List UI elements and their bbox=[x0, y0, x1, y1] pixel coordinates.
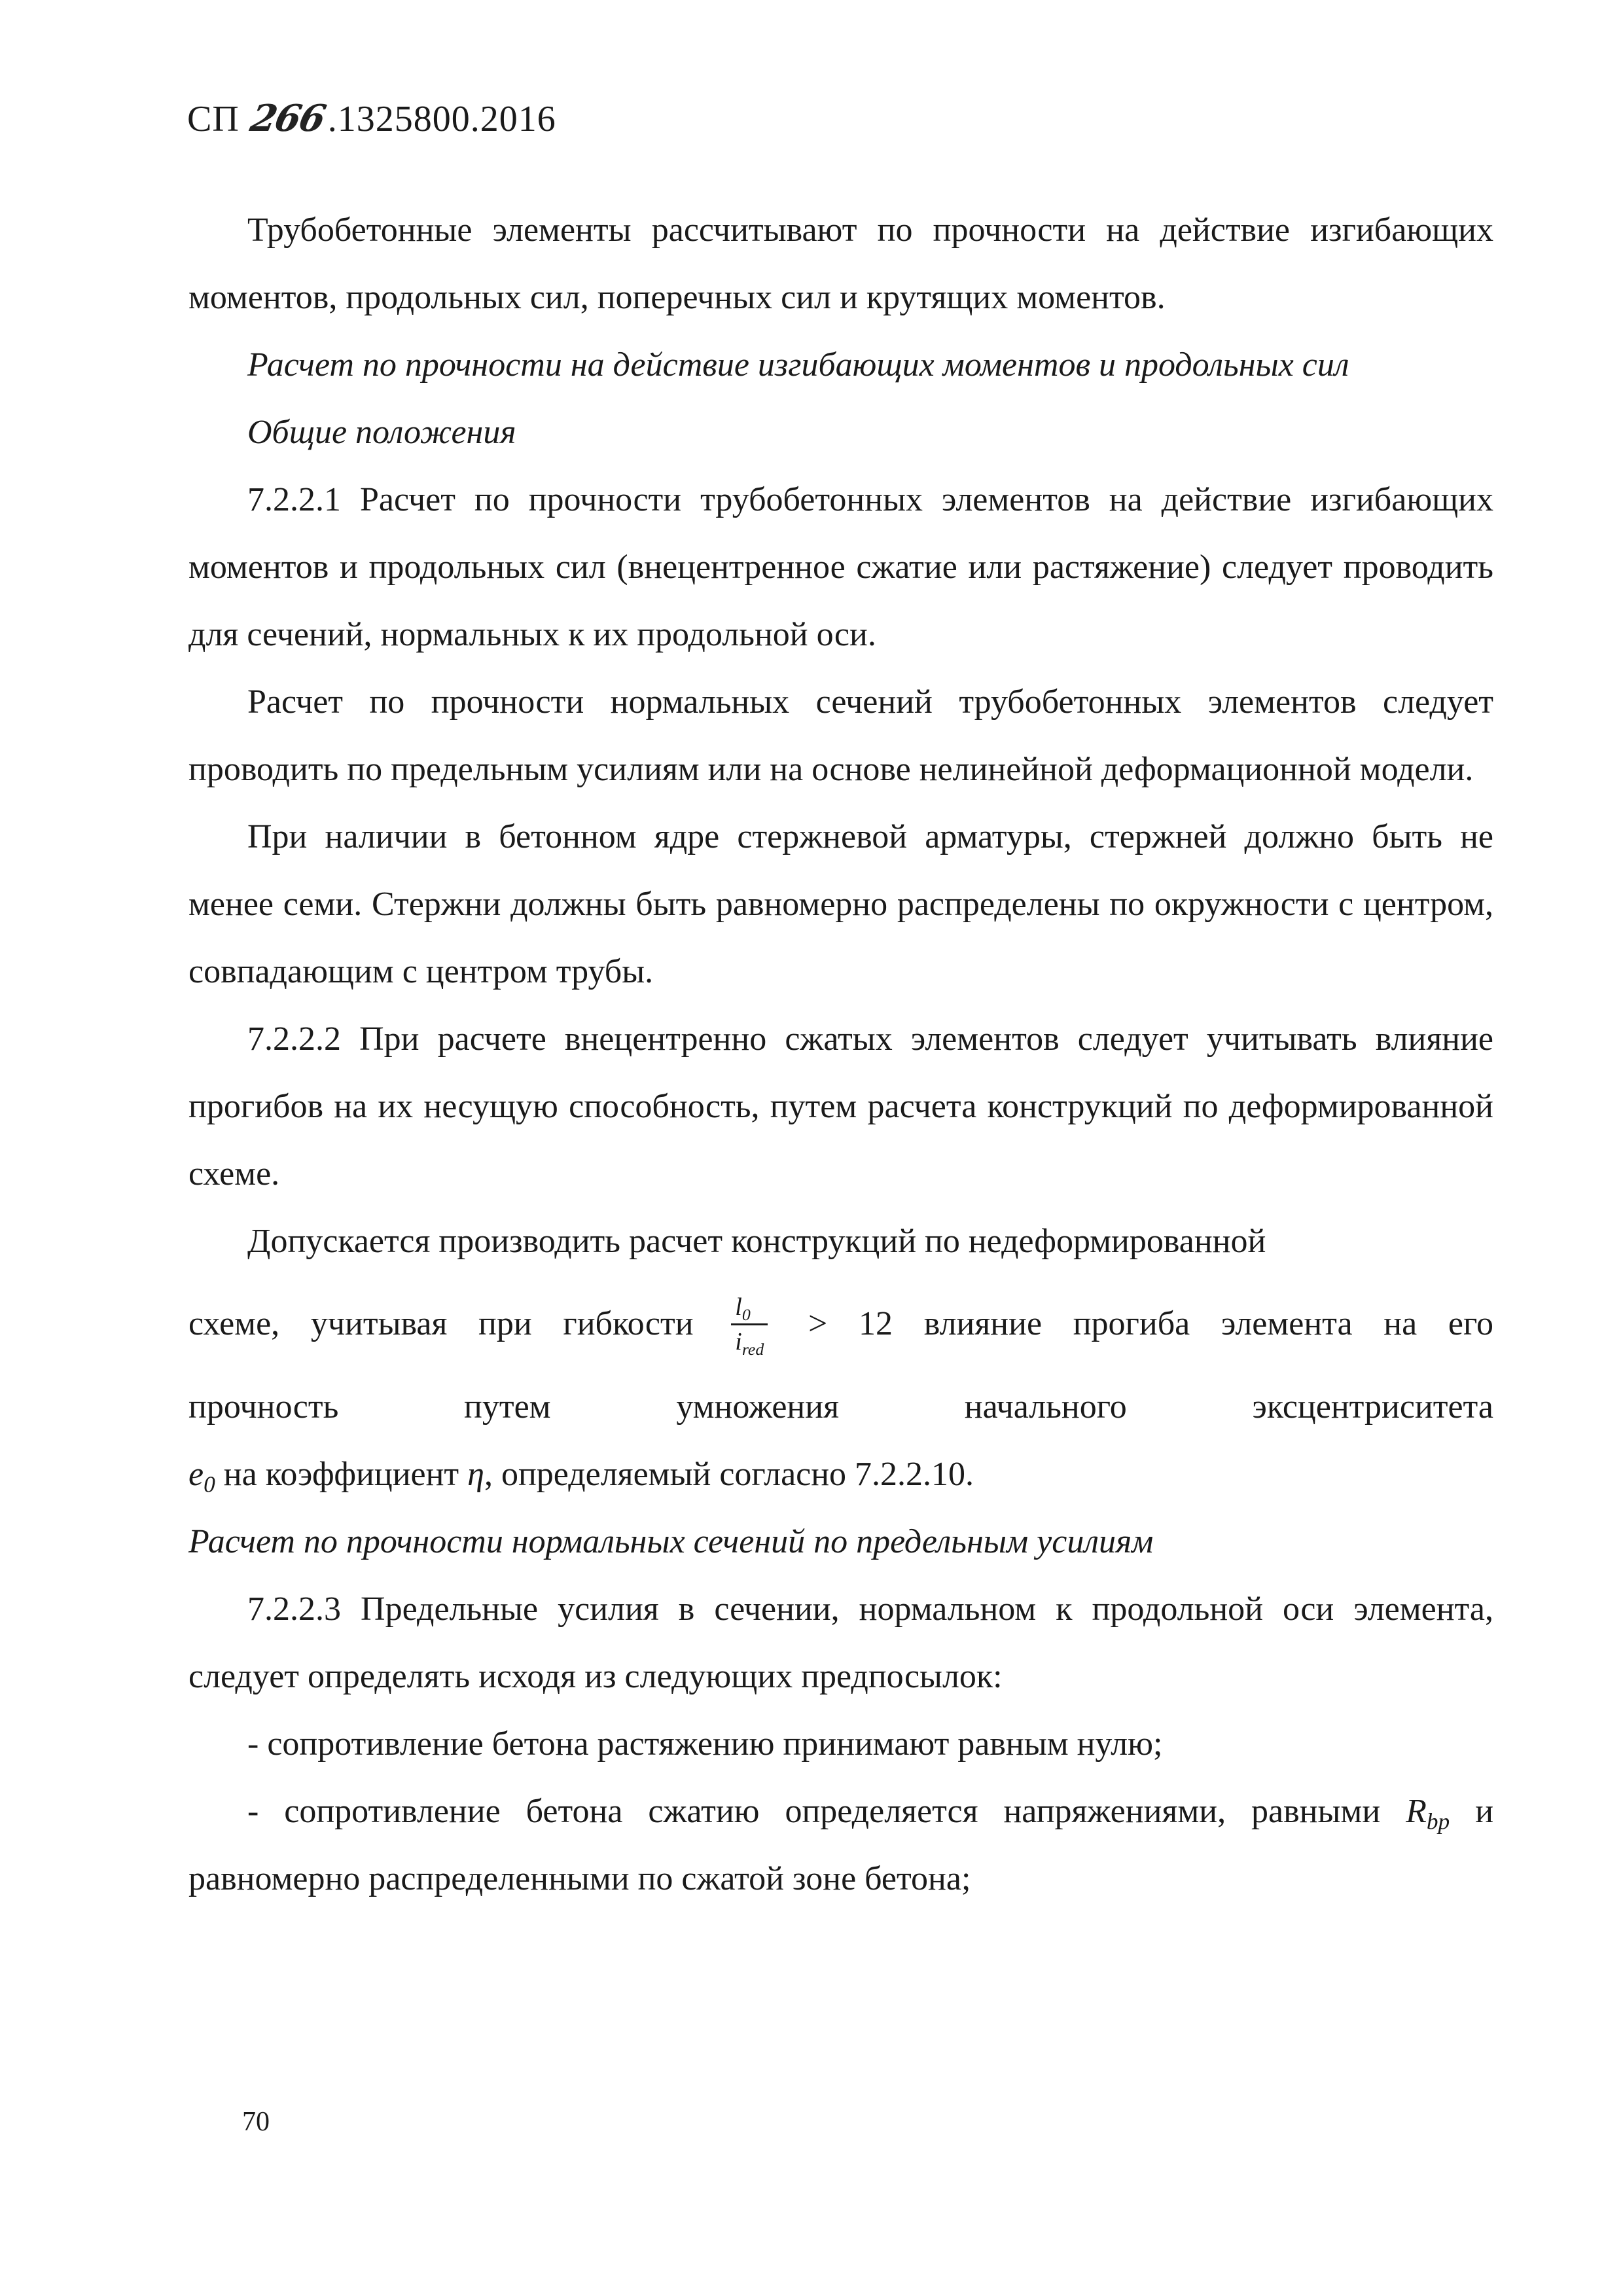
fraction-denominator: $i_{red}$ bbox=[735, 1327, 764, 1359]
section-heading-ultimate-forces: Расчет по прочности нормальных сечений по предельным усилиям bbox=[188, 1523, 1154, 1560]
eta-symbol: η bbox=[467, 1456, 484, 1493]
slenderness-text-after: > 12 влияние прогиба элемента на его bbox=[808, 1305, 1494, 1342]
paragraph-normal-sections: Расчет по прочности нормальных сечений трубобетонных элементов следует проводить по предельным усилиям или на основе нелинейной деформационной модели. bbox=[188, 683, 1493, 788]
fraction-numerator: $l_0$ bbox=[731, 1295, 768, 1325]
header-suffix: .1325800.2016 bbox=[327, 99, 556, 139]
list-item-tension: - сопротивление бетона растяжению принимают равным нулю; bbox=[247, 1725, 1163, 1763]
paragraph-7-2-2-1: 7.2.2.1 Расчет по прочности трубобетонных элементов на действие изгибающих моментов и продольных сил (внецентренное сжатие или растяжение) следует проводить для сечений, нормальных к их продольной оси. bbox=[188, 481, 1493, 653]
header-prefix: СП bbox=[187, 99, 240, 139]
paragraph-7-2-2-2: 7.2.2.2 При расчете внецентренно сжатых элементов следует учитывать влияние прогибов на их несущую способность, путем расчета конструкций по деформированной схеме. bbox=[188, 1020, 1493, 1193]
document-body bbox=[188, 196, 1493, 1912]
document-header bbox=[187, 97, 556, 140]
paragraph-reinforcement: При наличии в бетонном ядре стержневой арматуры, стержней должно быть не менее семи. Стержни должны быть равномерно распределены по окружности с центром, совпадающим с центром трубы. bbox=[188, 818, 1493, 990]
paragraph-intro: Трубобетонные элементы рассчитывают по прочности на действие изгибающих моментов, продольных сил, поперечных сил и крутящих моментов. bbox=[188, 211, 1493, 316]
compression-text-before: - сопротивление бетона сжатию определяется напряжениями, равными bbox=[247, 1793, 1381, 1830]
slenderness-text-before: схеме, учитывая при гибкости bbox=[188, 1305, 694, 1342]
eccentricity-symbol: $e_0$ bbox=[188, 1456, 215, 1498]
page-number: 70 bbox=[242, 2107, 270, 2137]
list-item-compression bbox=[188, 1778, 1493, 1912]
compression-text-after: и равномерно распределенными по сжатой зоне бетона; bbox=[188, 1793, 1494, 1897]
paragraph-slenderness-line1: Допускается производить расчет конструкций по недеформированной bbox=[247, 1223, 1266, 1260]
eccentricity-text: на коэффициент bbox=[223, 1456, 459, 1493]
paragraph-7-2-2-3: 7.2.2.3 Предельные усилия в сечении, нормальном к продольной оси элемента, следует определять исходя из следующих предпосылок: bbox=[188, 1590, 1493, 1695]
paragraph-slenderness-line3: прочность путем умножения начального эксцентриситета bbox=[188, 1388, 1493, 1426]
paragraph-slenderness-formula bbox=[188, 1275, 1493, 1373]
paragraph-slenderness-line4 bbox=[188, 1441, 1493, 1508]
slenderness-fraction bbox=[731, 1293, 768, 1359]
subsection-heading-general: Общие положения bbox=[247, 414, 516, 451]
handwritten-number: 266 bbox=[246, 97, 329, 140]
rbp-symbol: $R_{bp}$ bbox=[1406, 1793, 1450, 1835]
section-heading-moments: Расчет по прочности на действие изгибающих моментов и продольных сил bbox=[247, 346, 1349, 384]
eta-text: , определяемый согласно 7.2.2.10. bbox=[484, 1456, 974, 1493]
